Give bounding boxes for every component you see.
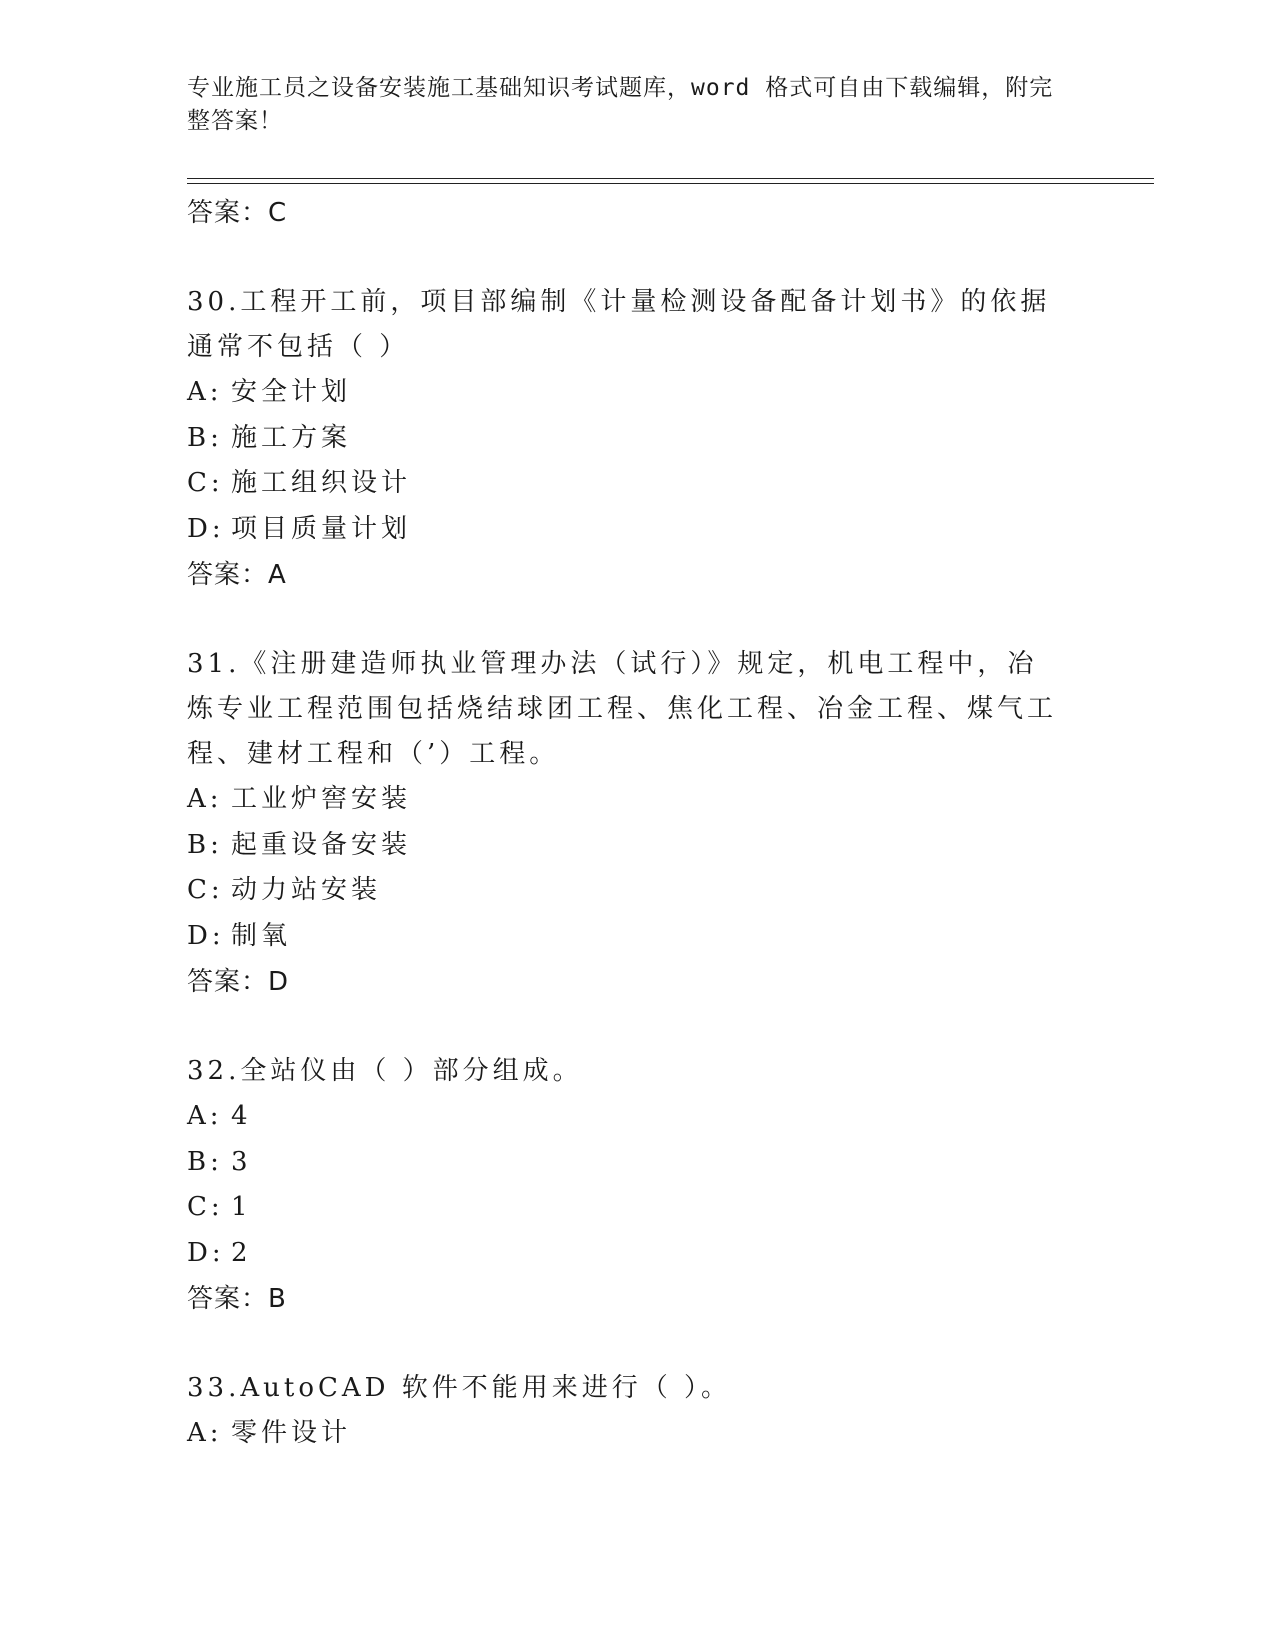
question-text: 33.AutoCAD 软件不能用来进行（ ）。	[187, 1373, 732, 1403]
question-item	[187, 1366, 1087, 1457]
option-line	[187, 823, 1087, 869]
option-text: 起重设备安装	[231, 829, 412, 860]
option-key: C:	[187, 875, 224, 905]
option-text: 动力站安装	[231, 875, 382, 905]
option-key: C:	[187, 468, 224, 498]
option-line	[187, 1231, 1087, 1277]
option-line	[187, 1094, 1087, 1140]
option-text: 工业炉窖安装	[231, 784, 412, 814]
option-line	[187, 777, 1087, 823]
header-rule-top	[187, 178, 1154, 179]
option-line	[187, 507, 1087, 553]
option-text: 施工组织设计	[231, 468, 412, 498]
header-note-line: 整答案！	[187, 108, 283, 134]
option-key: A:	[187, 1418, 223, 1448]
option-text: 安全计划	[231, 377, 352, 407]
option-text: 4	[231, 1101, 252, 1131]
answer-line: 答案：C	[187, 198, 288, 228]
option-key: A:	[187, 784, 223, 814]
option-line	[187, 416, 1087, 462]
option-line	[187, 914, 1087, 960]
header-note-line: 专业施工员之设备安装施工基础知识考试题库，word 格式可自由下载编辑，附完	[187, 75, 1054, 101]
answer-line: 答案：A	[187, 560, 287, 590]
question-text: 31.《注册建造师执业管理办法（试行）》规定，机电工程中，冶炼专业工程范围包括烧结球团工程、焦化工程、冶金工程、煤气工程、建材工程和（’）工程。	[187, 649, 1058, 769]
answer-line: 答案：B	[187, 1284, 287, 1314]
option-line	[187, 868, 1087, 914]
option-key: B:	[187, 829, 223, 860]
question-text: 32.全站仪由（ ）部分组成。	[187, 1056, 583, 1086]
option-line	[187, 1185, 1087, 1231]
option-key: D:	[187, 920, 225, 951]
question-item	[187, 642, 1087, 1005]
option-key: B:	[187, 1146, 223, 1177]
option-line	[187, 461, 1087, 507]
option-key: D:	[187, 513, 225, 544]
option-line	[187, 1140, 1087, 1186]
answer-line: 答案：D	[187, 967, 290, 997]
question-item	[187, 280, 1087, 598]
question-item	[187, 1049, 1087, 1322]
option-line	[187, 370, 1087, 416]
option-text: 施工方案	[231, 422, 352, 453]
header-rule-bottom	[187, 183, 1154, 184]
option-text: 2	[231, 1237, 252, 1268]
option-key: B:	[187, 422, 223, 453]
option-key: A:	[187, 377, 223, 407]
option-key: C:	[187, 1192, 224, 1222]
header-note	[187, 72, 1067, 138]
question-list	[187, 190, 1087, 1457]
option-key: D:	[187, 1237, 225, 1268]
question-text: 30.工程开工前，项目部编制《计量检测设备配备计划书》的依据通常不包括（ ）	[187, 287, 1051, 362]
option-key: A:	[187, 1101, 223, 1131]
option-text: 项目质量计划	[231, 513, 412, 544]
option-text: 1	[231, 1192, 252, 1222]
option-text: 制氧	[231, 920, 292, 951]
option-text: 零件设计	[231, 1418, 352, 1448]
option-text: 3	[231, 1146, 252, 1177]
option-line	[187, 1411, 1087, 1457]
